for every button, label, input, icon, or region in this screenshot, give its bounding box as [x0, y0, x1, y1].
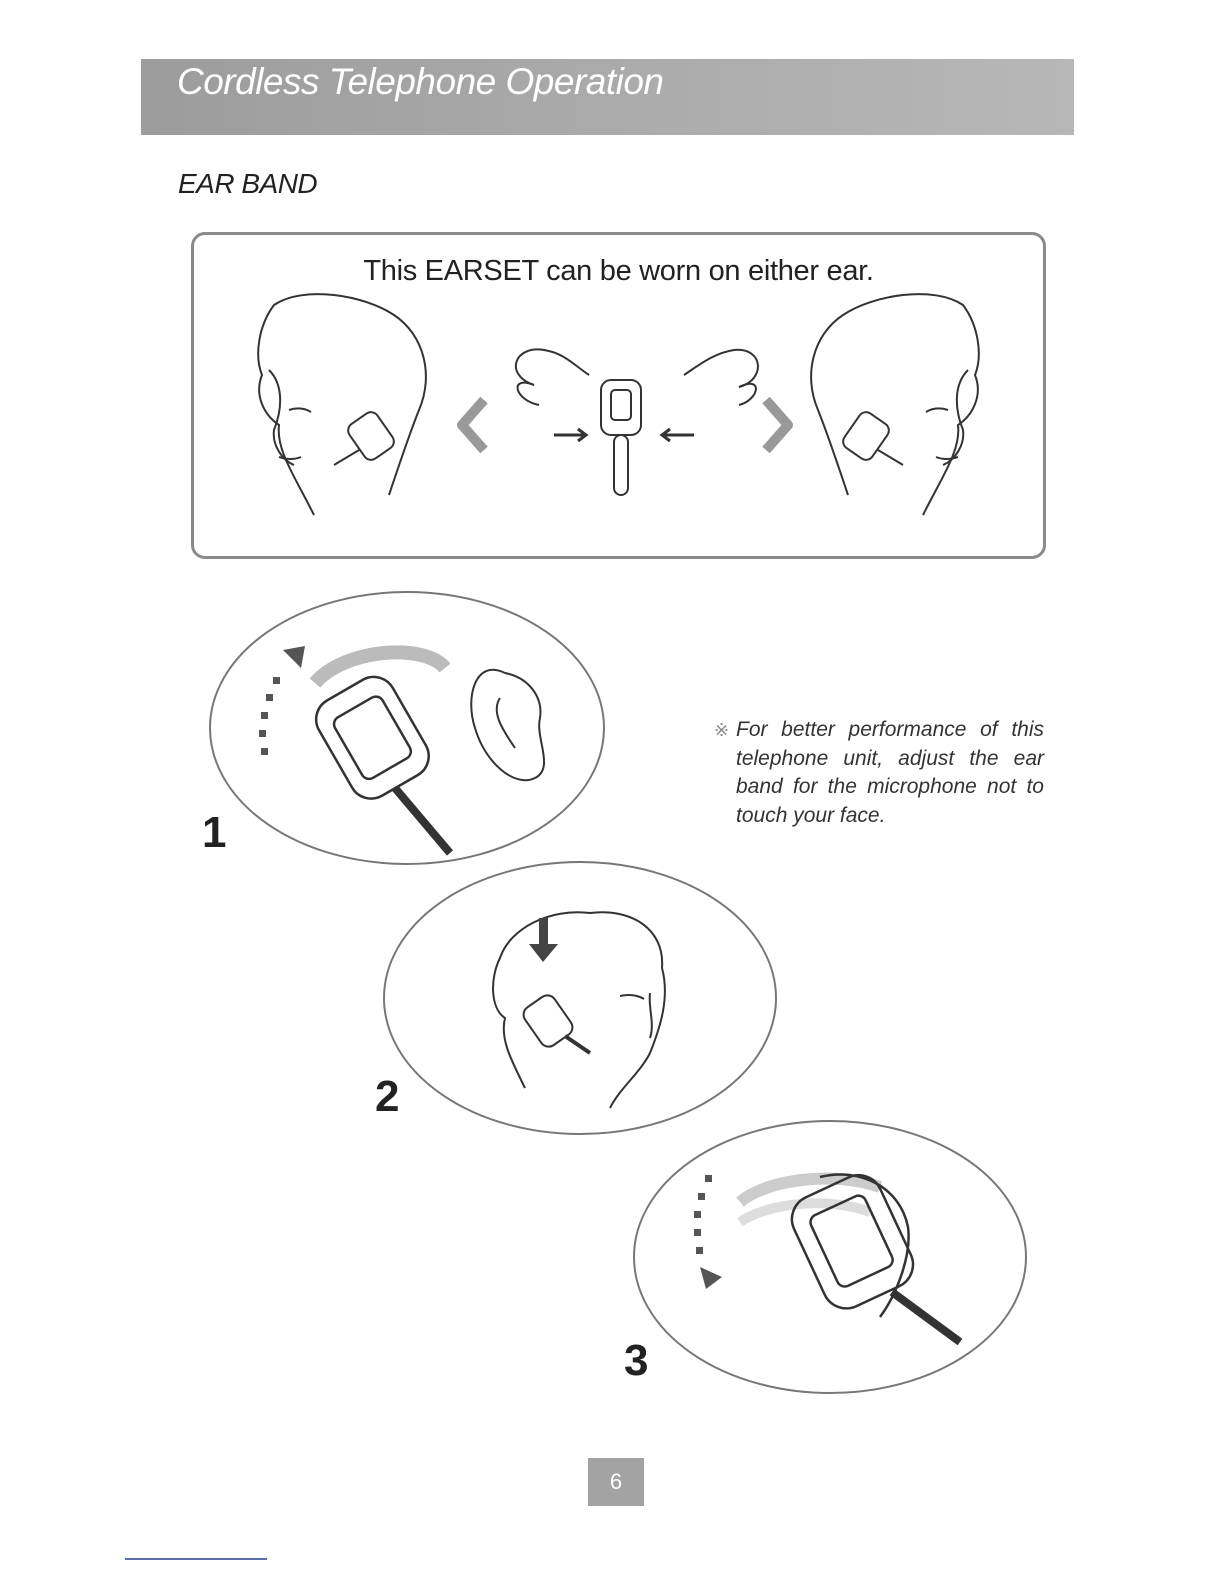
info-box-text: This EARSET can be worn on either ear.	[363, 255, 874, 287]
note-text: For better performance of this telephone unit, adjust the ear band for the microphone not to touch your face.	[736, 718, 1044, 827]
note-mark: ※	[714, 720, 730, 740]
step-2-number: 2	[375, 1072, 400, 1121]
page-title: Cordless Telephone Operation	[177, 61, 664, 102]
earset-right-icon	[840, 409, 903, 465]
step-1-illustration	[205, 588, 610, 870]
page-number-badge	[588, 1458, 644, 1506]
earset-either-ear-illustration	[194, 235, 1043, 556]
head-left-illustration	[258, 294, 426, 515]
header-bar	[141, 59, 1074, 135]
head-right-illustration	[811, 294, 979, 515]
step-3-illustration	[630, 1117, 1032, 1399]
chevron-right-icon	[766, 400, 788, 450]
performance-note	[714, 716, 1044, 830]
page-number: 6	[609, 1469, 623, 1494]
step-1-number: 1	[202, 808, 227, 857]
footer-rule	[125, 1558, 267, 1560]
earset-left-icon	[334, 409, 397, 465]
earset-center-icon	[516, 349, 758, 495]
step-3-number: 3	[624, 1336, 649, 1385]
step-2-illustration	[380, 858, 782, 1138]
section-title: EAR BAND	[178, 168, 318, 199]
chevron-left-icon	[462, 400, 484, 450]
info-box	[191, 232, 1046, 559]
